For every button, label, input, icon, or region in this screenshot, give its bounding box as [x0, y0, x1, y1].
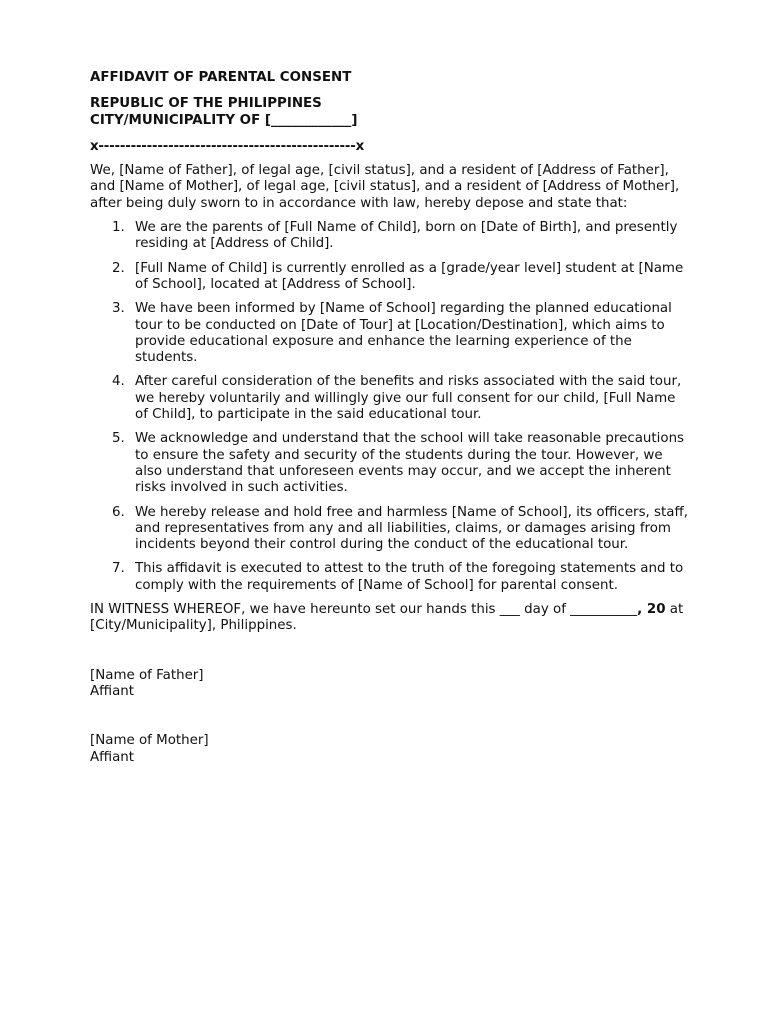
signatory-role: Affiant: [90, 683, 135, 699]
signature-block-mother: [90, 733, 690, 766]
list-item: [90, 220, 690, 253]
item-number: 3.: [112, 301, 125, 317]
item-number: 6.: [112, 504, 125, 520]
signatory-name: [Name of Father]: [90, 667, 204, 683]
statement-list: [90, 220, 690, 594]
list-item: [90, 431, 690, 496]
signatory-name: [Name of Mother]: [90, 733, 209, 749]
item-number: 7.: [112, 561, 125, 577]
item-number: 4.: [112, 374, 125, 390]
list-item: [90, 261, 690, 294]
item-number: 5.: [112, 431, 125, 447]
witness-text-start: IN WITNESS WHEREOF, we have hereunto set our hands this ___ day of __________: [90, 602, 638, 618]
list-item: [90, 301, 690, 366]
item-number: 2.: [112, 260, 125, 276]
item-text: We hereby release and hold free and harmless [Name of School], its officers, staff, and representatives from any and all liabilities, claims, or damages arising from incidents beyond their control during the conduct of the educational tour.: [135, 504, 688, 553]
witness-year: , 20: [637, 602, 666, 618]
item-text: We acknowledge and understand that the school will take reasonable precautions to ensure the safety and security of the students during the tour. However, we also understand that unforeseen events may occur, and we accept the inherent risks involved in such activities.: [135, 431, 685, 496]
signatory-role: Affiant: [90, 749, 135, 765]
list-item: [90, 374, 690, 423]
list-item: [90, 505, 690, 554]
item-text: This affidavit is executed to attest to the truth of the foregoing statements and to comply with the requirements of [Name of School] for parental consent.: [135, 561, 684, 593]
witness-text-end: at [City/Municipality], Philippines.: [90, 602, 684, 634]
affidavit-page: [90, 70, 690, 766]
item-text: [Full Name of Child] is currently enrolled as a [grade/year level] student at [Name of School], located at [Address of School].: [135, 260, 684, 292]
witness-clause: [90, 602, 690, 635]
list-item: [90, 561, 690, 594]
item-text: We are the parents of [Full Name of Child], born on [Date of Birth], and presently residing at [Address of Child].: [135, 220, 678, 252]
header-republic: REPUBLIC OF THE PHILIPPINES: [90, 96, 322, 112]
item-text: We have been informed by [Name of School] regarding the planned educational tour to be conducted on [Date of Tour] at [Location/Destination], which aims to provide educational exposure and enhance the learning experience of the students.: [135, 301, 672, 366]
document-header: [90, 96, 690, 129]
document-title: AFFIDAVIT OF PARENTAL CONSENT: [90, 70, 352, 85]
header-divider: x------------------------------------------------x: [90, 138, 365, 154]
intro-paragraph: We, [Name of Father], of legal age, [civil status], and a resident of [Address of Father], and [Name of Mother], of legal age, [civil status], and a resident of [Address of Mother], after being duly sworn to in accordance with law, hereby depose and state that:: [90, 163, 680, 211]
signature-block-father: [90, 668, 690, 701]
item-text: After careful consideration of the benefits and risks associated with the said tour, we hereby voluntarily and willingly give our full consent for our child, [Full Name of Child], to participate in the said educational tour.: [135, 374, 682, 423]
item-number: 1.: [112, 220, 125, 236]
header-city: CITY/MUNICIPALITY OF [____________]: [90, 112, 358, 128]
